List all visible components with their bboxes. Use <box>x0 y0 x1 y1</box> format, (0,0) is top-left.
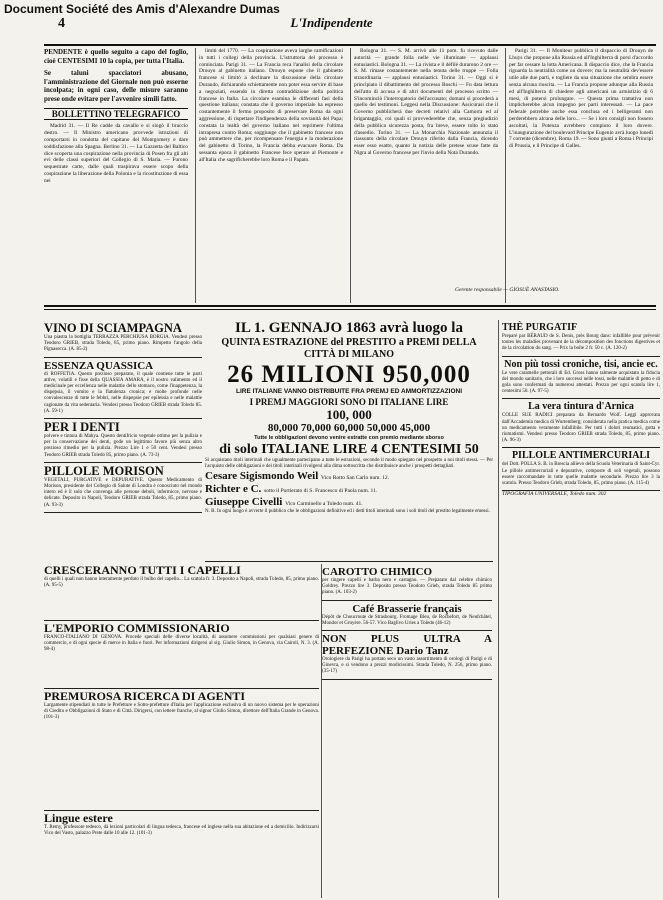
lottery-amount: 26 MILIONI 950,000 <box>227 361 471 388</box>
ad-text: T. Remy, professore tedesco, dà lezioni particolari di lingua tedesca, francese ed inglese nella sua abitazione ed a domicilio. Indirizzarsi Vico del Vasto, palazzo Prete dalle 10 alle 12. (101-3) <box>44 825 319 837</box>
ad-title: THÈ PURGATIF <box>502 322 578 333</box>
bulletin-title: BOLLETTINO TELEGRAFICO <box>44 108 188 121</box>
lottery-vendor-1: Cesare Sigismondo Weil Vico Rotto San Carlo num. 12. <box>205 470 389 483</box>
ad-vino <box>44 320 202 358</box>
ad-title: NON PLUS ULTRA A PERFEZIONE Dario Tanz <box>322 633 492 658</box>
gerente-line: Gerente responsabile — GIOSUÈ ANASTASIO. <box>455 287 560 293</box>
lottery-line2: QUINTA ESTRAZIONE del PRESTITO a PREMI DELLA CITTÀ DI MILANO <box>221 337 477 360</box>
ad-title: Café Brasserie français <box>352 602 462 615</box>
ad-title: ESSENZA QUASSICA <box>44 359 154 372</box>
ad-title: PILLOLE MORISON <box>44 463 164 478</box>
ad-lingue <box>44 812 319 896</box>
printer-line: TIPOGRAFIA UNIVERSALE, Toledo num. 302 <box>502 491 607 498</box>
ad-text: Preparé par BÉRAUD de S. Denis, près Bourg dans: infallible pour prévenir toutes les maladies provenant de la décomposition des fonctions digestives et de la circolation du sang. — Prix la boîte 2 fr. 50 c. (A. 120-2) <box>502 334 660 352</box>
ad-text: Orologiere da Parigi ha portato seco un vasto assortimento di orologi di Parigi e di Ginevra, e si vendono a prezzi modicissimi. Strada Toledo, N. 256, primo piano. (35-17) <box>322 657 492 675</box>
ad-text: Largamente stipendiati in tutte le Prefetture e Sotto-prefetture d'Italia per l'applicazione esclusiva di un nuovo sistema per le operazioni di Credito e Obbligazioni di Stato e di Città. Dirigersi, con lettere franche, al signor Giulio Simon, direttore dell'Italia Grande in Genova. (101-3) <box>44 703 319 721</box>
ad-title: CAROTTO CHIMICO <box>322 566 433 578</box>
price-notice: PENDENTE è quello seguito a capo del foglio, cioè CENTESIMI 10 la copia, per tutta l'Italia. <box>44 48 188 65</box>
ad-text: del Dott. POLLA S. B. in Brescia allievo della Scuola Veterinaria di Saint-Cyr. Le pillole antimercuriali e depurative, composte di soli vegetali, possono essere raccomandate in tutte quelle malattie secondarie. Prezzo lire 3 la scatola. Presso Teodoro Grieb, strada Toledo, 85, primo piano. (A. 115-4) <box>502 462 660 487</box>
lottery-footnote: N. B. In ogni luogo è avverte il pubblico che le obbligazioni definitive ed i detti titoli interinali sono i soli titoli del prestito legalmente emessi. <box>205 509 490 515</box>
bulletin-text: Madrid 31. — Il Re cadde da cavallo e si slogò il braccio destro. — Il Ministro americano provvede istruzioni di comportarsi in condotta del capitano del Montgomery e dare soddisfazione alla Spagna. Berlino 31. — La Gazzetta del Baltico dice scoperta una cospirazione nella provincia di Posen fra gli alti evi delle classi superiori del Collegio di S. Maria. — Furono sequestrate carte, dalle quali traspirava essere scopo della cospirazione la liberazione della Polonia e la ricostituzione di essa nei <box>44 123 188 184</box>
lottery-line4: LIRE ITALIANE VANNO DISTRIBUITE FRA PREMJ ED AMMORTIZZAZIONI <box>235 388 463 395</box>
lottery-line1: IL 1. GENNAJO 1863 avrà luogo la <box>235 320 463 336</box>
ad-tanz <box>322 631 492 680</box>
ad-purgatif <box>502 320 660 357</box>
ad-carotto <box>322 564 492 601</box>
lottery-line9: di solo ITALIANE LIRE 4 CENTESIMI 50 <box>219 442 479 457</box>
watermark: Document Société des Amis d'Alexandre Dumas <box>4 2 280 16</box>
lottery-vendor-2: Richter e C. sotto il Portierato di S. Francesco di Paola num. 11. <box>205 483 378 496</box>
lottery-text: Si acquistano titoli interinali che ugualmente partecipano a tutte le estrazioni, secondo il modo spiegato nel prospetto a noi titoli stessi. — Per l'acquisto delle obbligazioni e dei titoli interinali rivolgersi alla dima sottoscritta che distribuisce anche i prospetti dettagliati. <box>205 458 493 470</box>
news-columns <box>44 48 656 303</box>
lottery-prizes: 80,000 70,000 60,000 50,000 45,000 <box>267 422 431 434</box>
lottery-line8: Tutte le obbligazioni devono venire estratte con premio mediante sborso <box>254 435 444 441</box>
ad-pillole <box>502 448 660 491</box>
right-ads-column <box>498 320 660 898</box>
masthead: L'Indipendente <box>290 15 373 30</box>
top-rule <box>44 44 656 46</box>
ad-text: Una piastra la bottiglia TERRAZZA PERCHIUSA BORGIA. Vendesi presso Teodoro GRIEB, strada Toledo, 85, primo piano. Rimpetto l'angolo della Pignasecca. (A. 85-2) <box>44 335 202 353</box>
news-column-4 <box>505 48 656 303</box>
ad-text: Le vere caramelle pettorali di Ed. Gross hanno talmente acquistato la fiducia del mondo sanitario, che i loro successi nelle tossi, nelle malattie di petto e di gola sono confermati da numerosi attestati. Prezzo per ogni scatola lire 1, centesimi 50. (A. 97-5) <box>502 370 660 395</box>
lottery-line5: I PREMJ MAGGIORI SONO DI ITALIANE LIRE <box>249 397 449 407</box>
page-number: 4 <box>58 16 65 31</box>
news-text-3: Bologna 31. — S. M. arrivò alle 11 pom. fu ricevuto dalle autorità — grande folla nelle vie illuminate — applausi entusiastici. Bologna 31. — La rivista e il défilé durarono 2 ore — S. M. rimase costantemente nella tenuta delle truppe — Folla straordinaria — applausi entusiastici. Torino 31. — Oggi si è principiato il dibattimento del processo Boschi — Fu data lettura dell'atto di accusa e di altri documenti del processo scritto — S'incominciò l'interrogatorio dell'accusato; domani si procederà a quello dei testimoni. Leggesi nella Discussione: Assicurasi che il Governo pubblicherà due decreti relativi alla Camorra ed al brigantaggio, coi quali si provvederebbe che, senza pregiudizio della pubblica sicurezza posta, fra breve, essere tolto lo stato d'assedio. Torino 31. — La Monarchia Nazionale annunzia il riassunto della circolare Drouyn riferito dalla Francia, dicendo esser esso esatto, quanto la notizia delle pretese scuse fatte da Nigra al Governo francese per l'invio della Nota Durando. <box>354 48 498 156</box>
ad-title: VINO DI SCIAMPAGNA <box>44 321 182 335</box>
ad-emporio <box>44 622 319 689</box>
ad-text: per tingere capelli e barba nero e castagno. — Preparato dal celebre chimico Goldrey. Prezzo lire 3. Deposito presso Teodoro Grieb, strada Toledo 85 primo piano. (A. 103-2) <box>322 578 492 596</box>
news-column-1 <box>44 48 191 303</box>
ad-brasserie <box>322 601 492 631</box>
news-text-4: Parigi 31. — Il Moniteur pubblica il dispaccio di Drouyn de Lhuys che propone alla Russia ed all'Inghilterra di porsi d'accordo per far cessare la lotta Americana. Il dispaccio dice, che la Francia riguarda la neutralità come un dovere; ma la neutralità dev'essere utile alle due parti, e togliere da una situazione che sembra essere senza alcuna riuscita. — La Francia propone adunque alla Russia ed all'Inghilterra di chiedere agli americani un armistizio di 6 mesi, di potersi prolungare. — Questa prima trattativa non implicherebbe alcun impegno per parti interessati. — La pace federale potrebbe anche essa conclusa ed i belligeranti non perderebbero alcuna delle loro... — Se i loro consigli non fossero ascoltati, la Potenza avrebbero compiuto il loro dovere. L'inaugurazione del boulevard Principe Eugenio avrà luogo lunedì 7 corrente (dicembre). Roma 19. — Sono giunti a Roma i Principi di Prussia, e il Principe di Galles. <box>509 48 653 150</box>
lottery-ad <box>205 320 493 562</box>
ad-text: FRANCO-ITALIANO DI GENOVA. Procede speciali delle diverse località, di assumere commissioni per qualsiasi genere di commercio, e di ogni specie di merce in Italia e fuori. Per informazioni dirigersi al sig. Giulio Simon, in Genova, via Cairoli, N. 3. (A. 98-4) <box>44 635 319 653</box>
ad-text: di ROFFETIA. Questo prezioso preparato, il quale contiene tutte le parti attive, volatili e fisse della QUASSIA AMARA, è il nostro valimento ed il medicinale per eccellenza nelle malattie dello stomaco, come l'inappetenza, la dispepsia, il vomito e la flatulenza cronica; e molte profonde nelle convalescenze di tutte le febbri, nelle dispepsie per epilessia e nelle malattie cagionate da vita sedentaria. Vendesi presso Teodoro GRIEB strada Toledo 85. (A. 59-1) <box>44 371 202 414</box>
ad-title: PER I DENTI <box>44 420 120 435</box>
ad-title: PILLOLE ANTIMERCURIALI <box>511 450 651 462</box>
ad-title: PREMUROSA RICERCA DI AGENTI <box>44 690 246 703</box>
ad-essenza <box>44 358 202 419</box>
news-column-2 <box>195 48 346 303</box>
lottery-top-prize: 100, 000 <box>326 407 372 422</box>
ad-text: Dépôt de Choucroute de Strasbourg. Fromage Bleu, de Rochefort, de Neufchâtel, Mondor et Gruyère. 56-57. Vico Baglivo Uries a Toledo (46-12) <box>322 614 492 626</box>
ad-title: La vera tintura d'Arnica <box>528 401 634 413</box>
ad-title: Non più tossi croniche, tisi, ancie ec. <box>504 358 658 370</box>
ad-denti <box>44 419 202 463</box>
ad-text: polvere e tintura di Mahya. Questo dentifricio vegetale ottimo per la pulizia e per la conservazione dei denti, gode un legittimo favore più senza altro prezioso rimedio per la pulizia. Prezzo Lire 1 e 50 cent. Vendesi presso Teodoro GRIEB strada Toledo 85, primo piano. (A. 73-3) <box>44 434 202 458</box>
ad-title: L'EMPORIO COMMISSIONARIO <box>44 622 230 635</box>
ad-text: di quelli i quali non hanno interamente perduto il bulbo del capello... La scatola fr. 3. Deposito a Napoli, strada Toledo, 85, primo piano. (A. 95-5) <box>44 577 319 589</box>
ad-arnica <box>502 399 660 448</box>
news-column-3 <box>350 48 501 303</box>
ad-premurosa <box>44 690 319 811</box>
ad-capelli <box>44 564 319 621</box>
lottery-vendor-3: Giuseppe Civelli Vico Carminello a Toledo num. 41. <box>205 496 363 509</box>
ad-text: COLLE SUE RADICI preparata da Bernardo Wolf. Leggi approvata dall'Accademia medica di Wurtemberg; considerata nella pratica medica come un medicamento veramente infallibile. Per tutti i dolori reumatici, gotta e riumatismi. Vendesi presso Teodoro GRIEB strada Toledo, 85, primo piano. (A. 96-3) <box>502 413 660 444</box>
abuse-notice: Se taluni spacciatori abusano, l'amministrazione del Giornale non può esserne incolpata; in ogni caso, delle misure saranno prese onde evitare per l'avvenire simili fatto. <box>44 69 188 103</box>
ad-title: CRESCERANNO TUTTI I CAPELLI <box>44 564 241 577</box>
ad-title: Lingue estere <box>44 812 113 825</box>
news-text-2: limiti del 1770. — La cospirazione aveva larghe ramificazioni in tutti i collegi della provincia. L'istruttoria del processo è cominciata. Parigi 31. — La Francia reca l'analisi della circolare Drouyn al gabinetto italiano. Drouyn espone che il gabinetto francese si limitò a declinare la discussione della circolare Durando, dichiarando schiettamente non poter essa servire di base a negoziati, essendo in diretta contraddizione della politica francese in Italia. La circolare esamina le differenti fasi della questione italiana; constata che il governo imperiale ha espresso costantemente il fermo proposito di preservare Roma da ogni aggressione, di rispettare l'indipendenza della sovranità del Papa; constata la lealtà del governo italiano nel reprimere l'ultima intrapresa contro Roma; soggiunge che il gabinetto francese non può ammettere che, per ricompensare l'energia e la moderazione del gabinetto di Torino, la Francia debba evacuare Roma. Da sessanta epoca il gabinetto Francese fece sperare al Piemonte e all'Italia che sagrificherebbe loro Roma e il Papato. <box>199 48 343 163</box>
ad-tosse <box>502 357 660 400</box>
middle-ads-column <box>322 564 492 898</box>
ad-morison <box>44 463 202 513</box>
ad-text: VEGETALI, PURGATIVE e DEPURATIVE. Questo Medicamento di Morison, presidente del Collegio di Salute di Londra è conosciuto nel mondo intero ed è il solo che convenga alle persone deboli, infermicce, nervose e delicate. Deposito in Napoli, Teodoro GRIEB strada Toledo, 85, primo piano. (A. 93-3) <box>44 477 202 508</box>
section-rule-thin <box>44 309 656 310</box>
section-rule <box>44 305 656 307</box>
